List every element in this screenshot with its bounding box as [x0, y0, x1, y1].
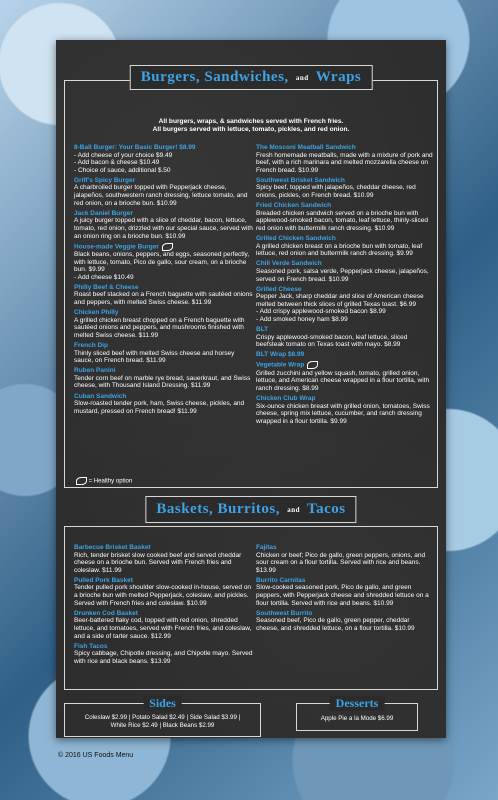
section2-title-b: Tacos	[307, 501, 346, 517]
section2-banner	[145, 496, 356, 523]
menu-item	[74, 144, 254, 174]
menu-item-description: Slow-cooked seasoned pork, Pico de gallo, and green peppers, with Pepperjack cheese and shredded lettuce on a flour tortilla. Served with rice and beans. $10.99	[256, 584, 429, 607]
sides-line-1: Coleslaw $2.99 | Potato Salad $2.49 | Side Salad $3.99 |	[84, 714, 241, 721]
menu-item-name-text: 8-Ball Burger: Your Basic Burger! $8.99	[74, 144, 196, 151]
menu-item-name	[74, 284, 254, 292]
menu-item-name	[74, 643, 254, 651]
section2-left-column	[74, 544, 254, 668]
menu-item-description: A juicy burger topped with a slice of cheddar, bacon, lettuce, tomato, red onion, drizzled with our special sauce, served with an onion ring on a brioche bun. $10.99	[74, 217, 253, 240]
menu-item-description: Fresh homemade meatballs, made with a mixture of pork and beef, with a rich marinara and melted mozzarella cheese on French bread. $10.99	[256, 151, 433, 174]
menu-item-name-text: Chicken Club Wrap	[256, 395, 316, 403]
menu-item-description: Black beans, onions, peppers, and eggs, seasoned perfectly, with lettuce, tomato, Pico de gallo, sour cream, on a brioche bun. $9.99 - Add cheese $10.49	[74, 250, 250, 281]
menu-item-name	[74, 393, 254, 401]
menu-item-description: Spicy cabbage, Chipotle dressing, and Chipotle mayo. Served with rice and black beans. $13.99	[74, 650, 253, 665]
menu-item-name-text: Vegetable Wrap	[256, 362, 305, 370]
menu-item	[256, 202, 434, 232]
menu-item-name-text: Ruben Panini	[74, 367, 116, 375]
menu-item	[74, 577, 254, 607]
menu-item-name-text: Burrito Carnitas	[256, 576, 306, 584]
menu-item-name	[256, 177, 434, 185]
menu-item-name-text: Pulled Pork Basket	[74, 576, 133, 584]
section2-title-a: Baskets, Burritos,	[156, 501, 280, 517]
menu-item	[74, 393, 254, 416]
menu-item-name-text: Grilled Chicken Sandwich	[256, 235, 336, 243]
menu-item-name	[256, 202, 434, 210]
menu-item-description: Tender pulled pork shoulder slow-cooked in-house, served on a brioche bun with melted Pepperjack, coleslaw, and pickles. Served with French fries and coleslaw. $10.99	[74, 584, 252, 607]
menu-item-name	[256, 361, 434, 369]
menu-item	[74, 243, 254, 282]
desserts-line-1: Apple Pie a la Mode $6.99	[320, 715, 394, 722]
menu-item-name	[256, 286, 434, 294]
menu-item-name	[74, 544, 254, 552]
menu-item-name	[256, 144, 434, 152]
menu-item	[256, 235, 434, 258]
sides-text	[65, 714, 260, 730]
menu-item-description: Slow-roasted tender pork, ham, Swiss cheese, pickles, and mustard, pressed on French bread! $11.99	[74, 400, 245, 415]
menu-item-description: Thinly sliced beef with melted Swiss cheese and horsey sauce, on French bread. $11.99	[74, 349, 235, 365]
menu-item	[256, 326, 434, 349]
menu-item-name-text: Chicken Philly	[74, 309, 119, 317]
menu-item-name	[74, 309, 254, 317]
section1-right-column	[256, 144, 434, 428]
copyright: © 2016 US Foods Menu	[58, 752, 134, 759]
menu-item	[256, 610, 434, 633]
section1-intro	[56, 118, 446, 134]
menu-item-description: Crispy applewood-smoked bacon, leaf lettuce, sliced beefsteak tomato on Texas toast with mayo. $8.99	[256, 333, 408, 349]
menu-item-name-text: Drunken Cod Basket	[74, 609, 138, 617]
menu-item-name-text: The Mosconi Meatball Sandwich	[256, 144, 356, 151]
menu-item-name	[74, 144, 254, 152]
sides-line-2: White Rice $2.49 | Black Beans $2.99	[110, 722, 215, 729]
menu-item-description: A charbroiled burger topped with Pepperjack cheese, jalapeños, southwestern ranch dressing, lettuce tomato, and red onion, on a brioche bun. $10.99	[74, 184, 248, 207]
intro-line-2: All burgers served with lettuce, tomato, pickles, and red onion.	[152, 126, 350, 133]
menu-item	[256, 351, 434, 359]
menu-item-name-text: Fried Chicken Sandwich	[256, 202, 332, 210]
menu-item-name	[256, 395, 434, 403]
menu-item-name-text: Fish Tacos	[74, 642, 108, 650]
menu-item-name-text: BLT Wrap $8.99	[256, 351, 305, 359]
menu-item-description: Pepper Jack, sharp cheddar and slice of American cheese melted between thick slices of grilled Texas toast. $6.99 - Add crispy applewood-smoked bacon $8.99 - Add smoked honey ham $8.99	[256, 293, 424, 323]
menu-item-description: Rich, tender brisket slow cooked beef and served cheddar cheese on a brioche bun. Served with French fries and coleslaw. $11.99	[74, 551, 242, 574]
menu-item-name	[256, 577, 434, 585]
section1-left-column	[74, 144, 254, 418]
menu-item	[256, 177, 434, 200]
menu-item-description: Tender corn beef on marble rye bread, sauerkraut, and Swiss cheese, with Thousand Island Dressing. $11.99	[74, 374, 251, 390]
menu-item-name	[74, 367, 254, 375]
desserts-text	[297, 715, 417, 723]
intro-line-1: All burgers, wraps, & sandwiches served with French fries.	[158, 118, 344, 125]
menu-item-name-text: Barbecue Brisket Basket	[74, 544, 151, 551]
menu-item-name-text: Fajitas	[256, 544, 277, 551]
menu-item-name	[74, 610, 254, 618]
sides-title: Sides	[143, 696, 182, 711]
healthy-note-text: = Healthy option	[88, 478, 133, 485]
menu-item-description: - Add cheese of your choice $9.49 - Add bacon & cheese $10.49 - Choice of sauce, additional $.50	[74, 151, 173, 174]
menu-item-name	[256, 351, 434, 359]
menu-item-name	[74, 577, 254, 585]
menu-item	[74, 544, 254, 574]
leaf-icon	[307, 361, 318, 369]
menu-item	[74, 367, 254, 390]
menu-item	[256, 144, 434, 174]
menu-item	[256, 395, 434, 425]
menu-item-name	[74, 243, 254, 251]
menu-item-name	[74, 177, 254, 185]
menu-item	[256, 577, 434, 607]
menu-item-name-text: Grilled Cheese	[256, 285, 302, 293]
desserts-title: Desserts	[330, 696, 385, 711]
menu-item	[256, 544, 434, 574]
leaf-icon	[76, 477, 87, 485]
menu-item-description: A grilled chicken breast chopped on a French baguette with sautéed onions and peppers, and mushrooms finished with melted Swiss cheese. $11.99	[74, 316, 245, 339]
menu-item	[74, 309, 254, 339]
menu-item-description: Seasoned pork, salsa verde, Pepperjack cheese, jalapeños, served on French bread. $10.99	[256, 267, 429, 283]
leaf-icon	[162, 243, 173, 251]
menu-item-name	[256, 326, 434, 334]
menu-item-description: Spicy beef, topped with jalapeños, cheddar cheese, red onions, pickles, on French bread. $10.99	[256, 184, 416, 200]
section1-title-b: Wraps	[315, 69, 362, 85]
menu-item-name-text: Philly Beef & Cheese	[74, 283, 139, 291]
section1-title-a: Burgers, Sandwiches,	[140, 69, 289, 85]
menu-item-name	[256, 610, 434, 618]
menu-item	[74, 610, 254, 640]
sides-box	[64, 696, 261, 737]
menu-item-name	[256, 544, 434, 552]
menu-item-description: Six-ounce chicken breast with grilled onion, tomatoes, Swiss cheese, spring mix lettuce, cucumber, and ranch dressing wrapped in a flour tortilla. $9.99	[256, 402, 430, 425]
menu-item-name-text: Cuban Sandwich	[74, 392, 127, 400]
healthy-note	[76, 477, 132, 485]
menu-item-description: A grilled chicken breast on a brioche bun with tomato, leaf lettuce, red onion and buttermilk ranch dressing. $9.99	[256, 242, 423, 258]
menu-item-name	[74, 342, 254, 350]
menu-item-name-text: BLT	[256, 326, 269, 334]
menu-item-name-text: Griff's Spicy Burger	[74, 176, 136, 184]
desserts-box	[296, 696, 418, 731]
menu-item	[74, 210, 254, 240]
menu-item-description: Beer-battered flaky cod, topped with red onion, shredded lettuce, and tomatoes, served with French fries, and coleslaw, and a side of tarter sauce. $12.99	[74, 617, 252, 640]
menu-item	[74, 643, 254, 666]
menu-item-name-text: Southwest Burrito	[256, 609, 313, 617]
menu-item-description: Breaded chicken sandwich served on a brioche bun with applewood-smoked bacon, tomato, leaf lettuce, thinly-sliced red onion with buttermilk ranch dressing. $10.99	[256, 209, 428, 232]
menu-item-description: Roast beef stacked on a French baguette with sautéed onions and peppers, with melted Swiss cheese. $11.99	[74, 291, 253, 306]
menu-item	[74, 177, 254, 207]
menu-item	[256, 361, 434, 392]
menu-item-name-text: House-made Veggie Burger	[74, 243, 159, 251]
menu-item	[256, 286, 434, 324]
menu-item-name-text: Jack Daniel Burger	[74, 209, 133, 217]
menu-board	[56, 40, 446, 738]
menu-item-description: Grilled zucchini and yellow squash, tomato, grilled onion, lettuce, and American cheese wrapped in a flour tortilla, with ranch dressing. $8.99	[256, 369, 430, 392]
section1-title-amp: and	[295, 73, 309, 82]
menu-item	[256, 260, 434, 283]
section2-right-column	[256, 544, 434, 635]
menu-item-name-text: Chili Verde Sandwich	[256, 260, 322, 268]
menu-item-name-text: French Dip	[74, 341, 108, 349]
section2-title-amp: and	[287, 505, 301, 514]
menu-item	[74, 284, 254, 307]
section1-banner	[130, 65, 373, 90]
menu-item-name	[256, 235, 434, 243]
menu-item-name-text: Southwest Brisket Sandwich	[256, 176, 345, 184]
menu-item-description: Seasoned beef, Pico de gallo, green pepper, cheddar cheese, and shredded lettuce, on a flour tortilla. $10.99	[256, 617, 415, 632]
menu-item-name	[74, 210, 254, 218]
menu-item-name	[256, 260, 434, 268]
menu-item-description: Chicken or beef; Pico de gallo, green peppers, onions, and sour cream on a flour tortilla. Served with rice and beans. $13.99	[256, 551, 426, 574]
menu-item	[74, 342, 254, 365]
